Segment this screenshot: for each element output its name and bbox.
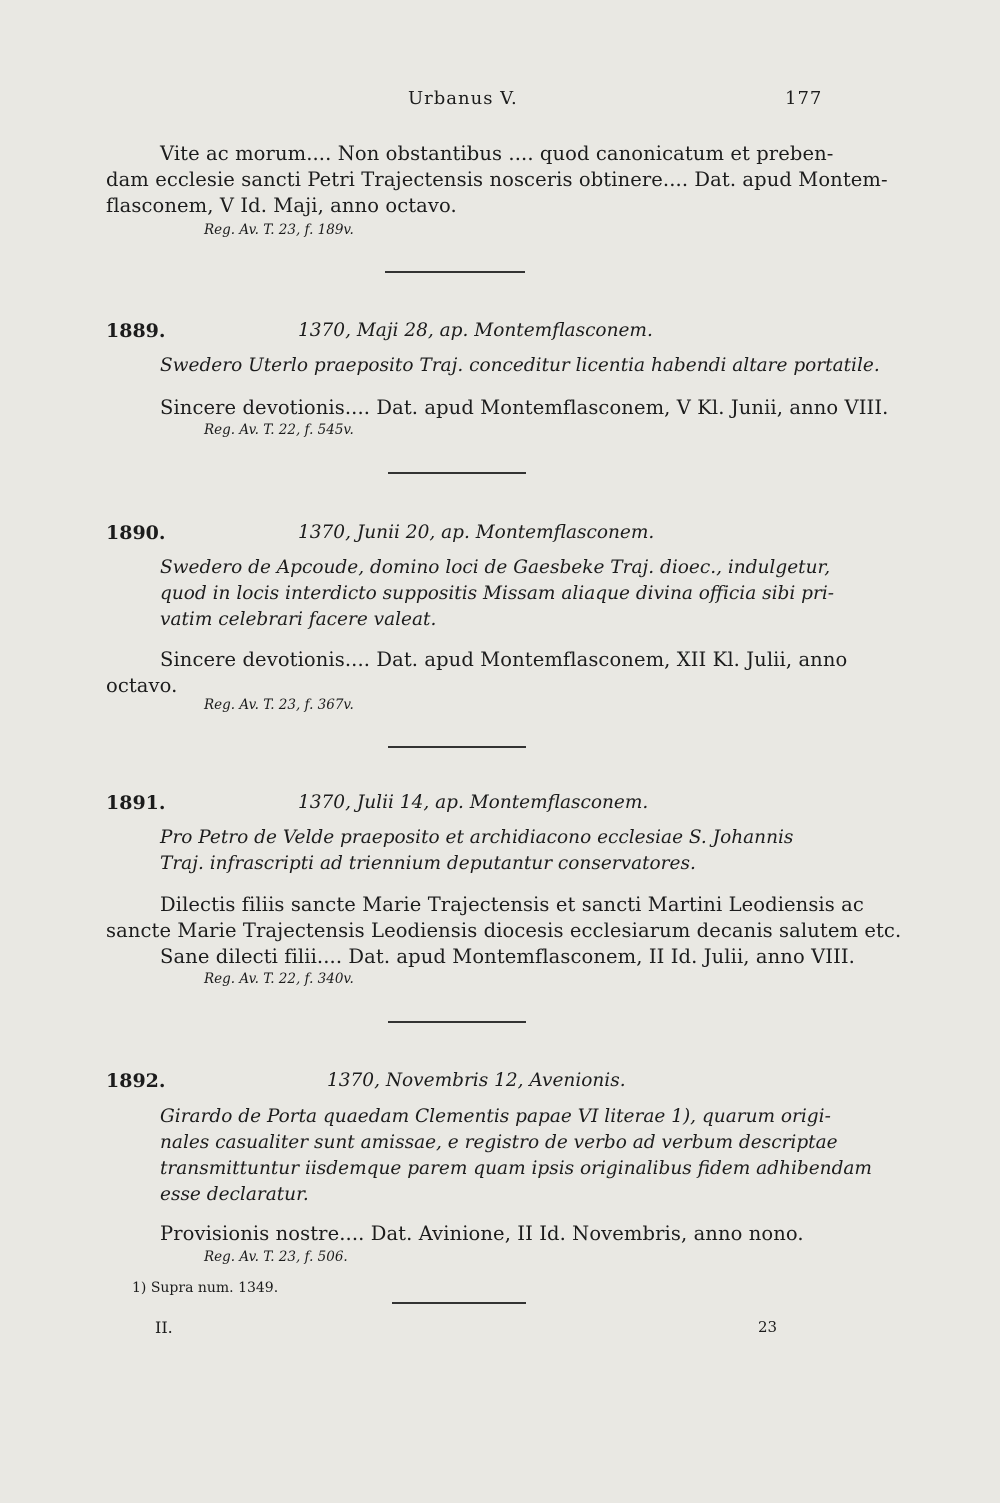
entry-number: 1892. — [106, 1070, 166, 1092]
entry-summary: transmittuntur iisdemque parem quam ipsis originalibus fidem adhibendam — [160, 1158, 872, 1179]
sheet-number: 23 — [758, 1318, 778, 1336]
entry-number: 1890. — [106, 522, 166, 544]
entry-number: 1891. — [106, 792, 166, 814]
signature-mark: II. — [155, 1318, 173, 1337]
text-line: flasconem, V Id. Maji, anno octavo. — [106, 194, 457, 217]
entry-date: 1370, Maji 28, ap. Montemflasconem. — [298, 320, 653, 341]
register-reference: Reg. Av. T. 23, f. 506. — [204, 1249, 348, 1265]
divider — [392, 1302, 526, 1304]
divider — [385, 271, 525, 273]
divider — [388, 746, 526, 748]
entry-summary: Swedero Uterlo praeposito Traj. conceditur licentia habendi altare portatile. — [160, 355, 880, 376]
entry-number: 1889. — [106, 320, 166, 342]
entry-summary: vatim celebrari facere valeat. — [160, 609, 437, 630]
entry-text: sancte Marie Trajectensis Leodiensis diocesis ecclesiarum decanis salutem etc. — [106, 919, 902, 942]
register-reference: Reg. Av. T. 23, f. 367v. — [204, 697, 354, 713]
entry-text: Sincere devotionis.... Dat. apud Montemflasconem, V Kl. Junii, anno VIII. — [160, 396, 889, 419]
entry-text: Dilectis filiis sancte Marie Trajectensis et sancti Martini Leodiensis ac — [160, 893, 864, 916]
footnote: 1) Supra num. 1349. — [132, 1280, 279, 1296]
page-number: 177 — [785, 88, 823, 109]
entry-date: 1370, Novembris 12, Avenionis. — [327, 1070, 626, 1091]
entry-summary: quod in locis interdicto suppositis Missam aliaque divina officia sibi pri- — [160, 583, 835, 604]
register-reference: Reg. Av. T. 22, f. 545v. — [204, 422, 354, 438]
entry-date: 1370, Julii 14, ap. Montemflasconem. — [298, 792, 649, 813]
entry-text: Sane dilecti filii.... Dat. apud Montemflasconem, II Id. Julii, anno VIII. — [160, 945, 855, 968]
entry-date: 1370, Junii 20, ap. Montemflasconem. — [298, 522, 655, 543]
entry-summary: Girardo de Porta quaedam Clementis papae VI literae 1), quarum origi- — [160, 1106, 831, 1127]
divider — [388, 472, 526, 474]
register-reference: Reg. Av. T. 22, f. 340v. — [204, 971, 354, 987]
divider — [388, 1021, 526, 1023]
entry-summary: Swedero de Apcoude, domino loci de Gaesbeke Traj. dioec., indulgetur, — [160, 557, 831, 578]
entry-text: Provisionis nostre.... Dat. Avinione, II Id. Novembris, anno nono. — [160, 1222, 804, 1245]
text-line: Vite ac morum.... Non obstantibus .... quod canonicatum et preben- — [160, 142, 834, 165]
entry-summary: esse declaratur. — [160, 1184, 309, 1205]
running-title: Urbanus V. — [408, 88, 518, 109]
entry-summary: Pro Petro de Velde praeposito et archidiacono ecclesiae S. Johannis — [160, 827, 794, 848]
entry-summary: nales casualiter sunt amissae, e registro de verbo ad verbum descriptae — [160, 1132, 838, 1153]
text-line: dam ecclesie sancti Petri Trajectensis nosceris obtinere.... Dat. apud Montem- — [106, 168, 888, 191]
entry-text: octavo. — [106, 674, 178, 697]
entry-text: Sincere devotionis.... Dat. apud Montemflasconem, XII Kl. Julii, anno — [160, 648, 848, 671]
register-reference: Reg. Av. T. 23, f. 189v. — [204, 222, 354, 238]
entry-summary: Traj. infrascripti ad triennium deputantur conservatores. — [160, 853, 696, 874]
